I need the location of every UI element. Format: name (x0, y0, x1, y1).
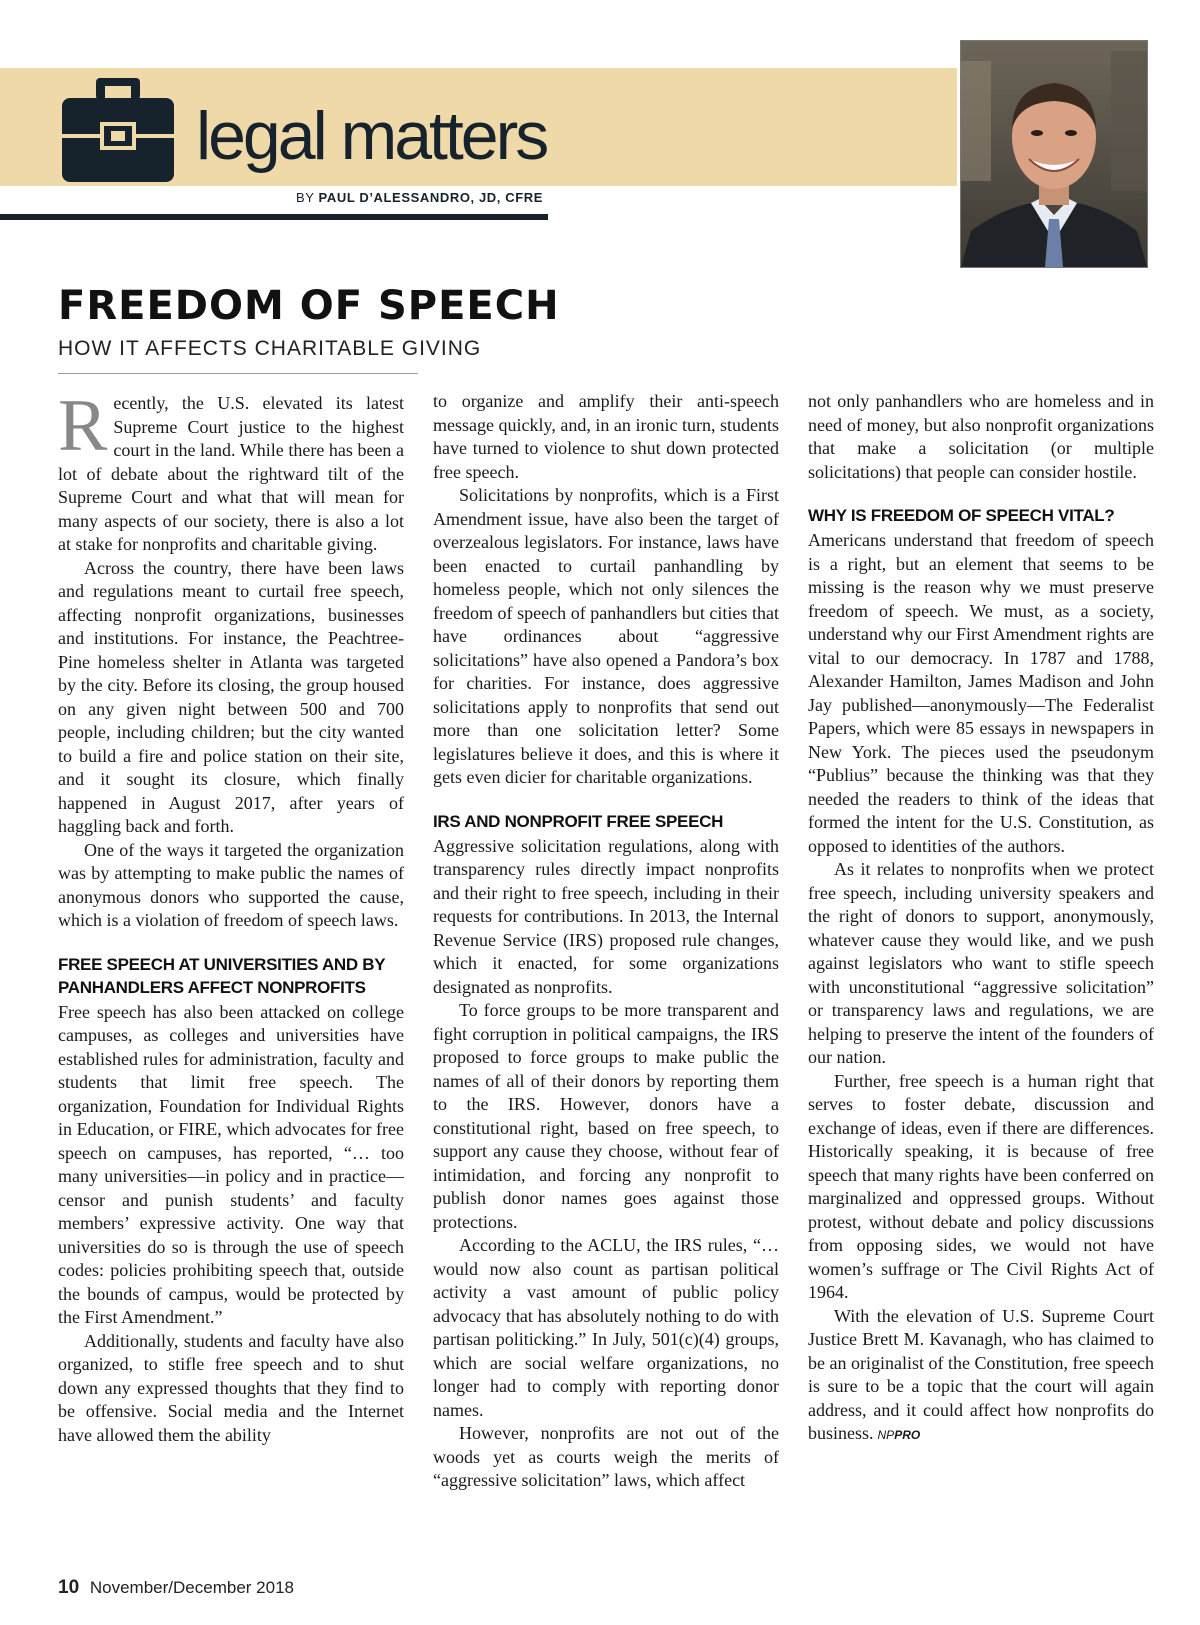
section-heading: FREE SPEECH AT UNIVERSITIES AND BY PANHANDLERS AFFECT NONPROFITS (58, 954, 386, 997)
article-column-3 (808, 390, 1154, 1448)
article-column-2 (433, 390, 779, 1493)
paragraph: Solicitations by nonprofits, which is a First Amendment issue, have also been the target of overzealous legislators. For instance, laws have been enacted to curtail panhandling by homeless people, which not only silences the freedom of speech of panhandlers but cities that have ordinances about “aggressive solicitations” have also opened a Pandora’s box for charities. For instance, does aggressive solicitations apply to nonprofits that send out more than one solicitation letter? Some legislatures believe it does, and this is where it gets even dicier for charitable organizations. (433, 485, 779, 787)
briefcase-icon (62, 78, 174, 182)
issue-date: November/December 2018 (89, 1578, 294, 1597)
end-mark (878, 1428, 921, 1442)
paragraph: Additionally, students and faculty have also organized, to stifle free speech and to shut down any expressed thoughts that they find to be offensive. Social media and the Internet have allowed them the ability (58, 1330, 404, 1445)
paragraph: However, nonprofits are not out of the woods yet as courts weigh the merits of “aggressive solicitation” laws, which affect (433, 1423, 779, 1490)
paragraph-text: ecently, the U.S. elevated its latest Supreme Court justice to the highest court in the land. While there has been a lot of debate about the rightward tilt of the Supreme Court and what that will mean for many aspects of our society, there is also a lot at stake for nonprofits and charitable giving. (58, 393, 404, 554)
end-mark-pro: PRO (894, 1428, 921, 1442)
author-photo (960, 40, 1148, 268)
paragraph: Further, free speech is a human right that serves to foster debate, discussion and exchange of ideas, even if there are differences. Historically speaking, it is because of free speech that many rights have been conferred on marginalized and oppressed groups. Without protest, without debate and policy discussions from opposing sides, we would not have women’s suffrage or The Civil Rights Act of 1964. (808, 1070, 1154, 1302)
paragraph-text: With the elevation of U.S. Supreme Court Justice Brett M. Kavanagh, who has claimed to be an originalist of the Constitution, free speech is sure to be a topic that the court will again address, and it could affect how nonprofits do business. (808, 1305, 1154, 1443)
article-subhead: HOW IT AFFECTS CHARITABLE GIVING (58, 337, 482, 360)
section-heading: IRS AND NONPROFIT FREE SPEECH (433, 811, 724, 831)
section-heading: WHY IS FREEDOM OF SPEECH VITAL? (808, 506, 1115, 525)
paragraph: not only panhandlers who are homeless and in need of money, but also nonprofit organizations that make a solicitation (or multiple solicitations) that people can consider hostile. (808, 391, 1154, 482)
paragraph: To force groups to be more transparent and fight corruption in political campaigns, the IRS proposed to force groups to make public the names of all of their donors by reporting them to the IRS. However, donors have a constitutional right, based on free speech, to support any cause they choose, without fear of intimidation, and forcing any nonprofit to publish donor names goes against those protections. (433, 1000, 779, 1232)
article-headline: FREEDOM OF SPEECH (58, 283, 560, 329)
drop-cap: R (58, 385, 108, 467)
paragraph: Free speech has also been attacked on college campuses, as colleges and universities have established rules for administration, faculty and students that limit free speech. The organization, Foundation for Individual Rights in Education, or FIRE, which advocates for free speech on campuses, has reported, “… too many universities—in policy and in practice—censor and punish students’ and faculty members’ expressive activity. One way that universities do so is through the use of speech codes: policies prohibiting speech that, outside the bounds of campus, would be protected by the First Amendment.” (58, 1001, 404, 1327)
page-footer (58, 1577, 294, 1599)
paragraph (808, 1305, 1154, 1448)
byline-prefix: BY (296, 190, 315, 205)
header-rule (0, 214, 548, 220)
author-name: PAUL D’ALESSANDRO, JD, CFRE (318, 190, 543, 205)
paragraph (58, 385, 404, 557)
subhead-divider (58, 373, 418, 374)
paragraph: Across the country, there have been laws and regulations meant to curtail free speech, affecting nonprofit organizations, businesses and institutions. For instance, the Peachtree-Pine homeless shelter in Atlanta was targeted by the city. Before its closing, the group housed on any given night between 500 and 700 people, including children; but the city wanted to build a fire and police station on their site, and it sought its closure, which finally happened in August 2017, after years of haggling back and forth. (58, 557, 404, 836)
paragraph: Aggressive solicitation regulations, along with transparency rules directly impact nonprofits and their right to free speech, including in their requests for contributions. In 2013, the Internal Revenue Service (IRS) proposed rule changes, which it enacted, for some organizations designated as nonprofits. (433, 835, 779, 997)
paragraph: According to the ACLU, the IRS rules, “… would now also count as partisan political activity a vast amount of public policy advocacy that has absolutely nothing to do with partisan politicking.” In July, 501(c)(4) groups, which are social welfare organizations, no longer had to comply with reporting donor names. (433, 1235, 779, 1420)
paragraph: to organize and amplify their anti-speech message quickly, and, in an ironic turn, students have turned to violence to shut down protected free speech. (433, 391, 779, 482)
paragraph: As it relates to nonprofits when we protect free speech, including university speakers and the right of donors to support, anonymously, whatever cause they would like, and we push against legislators who want to stifle speech with unconstitutional “aggressive solicitation” or transparency laws and regulations, we are helping to preserve the intent of the founders of our nation. (808, 859, 1154, 1067)
paragraph: One of the ways it targeted the organization was by attempting to make public the names of anonymous donors who supported the cause, which is a violation of freedom of speech laws. (58, 839, 404, 930)
end-mark-np: NP (877, 1428, 895, 1442)
column-title: legal matters (196, 98, 547, 174)
page-number: 10 (58, 1577, 80, 1598)
paragraph: Americans understand that freedom of speech is a right, but an element that seems to be missing is the reason why we must preserve freedom of speech. We must, as a society, understand why our First Amendment rights are vital to our democracy. In 1787 and 1788, Alexander Hamilton, James Madison and John Jay published—anonymously—The Federalist Papers, which were 85 essays in newspapers in New York. The pieces used the pseudonym “Publius” because the thinking was that they needed the readers to think of the ideas that formed the intent for the U.S. Constitution, as opposed to identities of the authors. (808, 530, 1154, 856)
article-column-1 (58, 385, 404, 1447)
byline (296, 190, 543, 205)
